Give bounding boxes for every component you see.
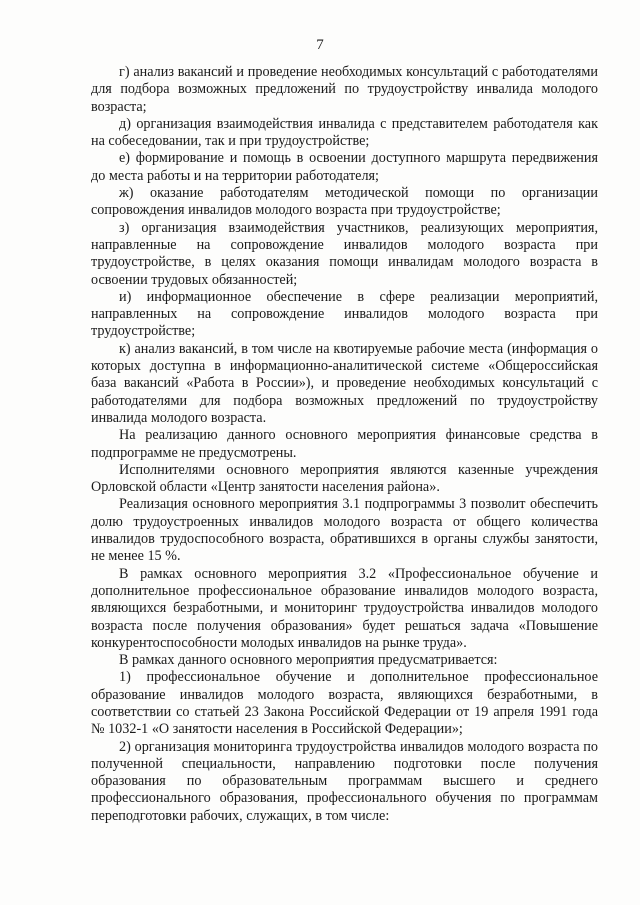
paragraph-item-e: е) формирование и помощь в освоении доступного маршрута передвижения до места работы и на территории работодателя; — [91, 150, 598, 184]
paragraph-item-zh: ж) оказание работодателям методической помощи по организации сопровождения инвалидов молодого возраста при трудоустройстве; — [91, 185, 598, 219]
paragraph-item-2: 2) организация мониторинга трудоустройства инвалидов молодого возраста по полученной специальности, направлению подготовки после получения образования по образовательным программам высшего и среднего профессионального образования, профессионального обучения по программам переподготовки рабочих, служащих, в том числе: — [91, 738, 598, 824]
paragraph-funding: На реализацию данного основного мероприятия финансовые средства в подпрограмме не предусмотрены. — [91, 427, 598, 461]
paragraph-item-i: и) информационное обеспечение в сфере реализации мероприятий, направленных на сопровождение инвалидов молодого возраста при трудоустройстве; — [91, 288, 598, 340]
paragraph-item-1: 1) профессиональное обучение и дополнительное профессиональное образование инвалидов молодого возраста, являющихся безработными, в соответствии со статьей 23 Закона Российской Федерации от 19 апреля 1991 года № 1032-1 «О занятости населения в Российской Федерации»; — [91, 669, 598, 738]
document-body — [91, 64, 598, 825]
paragraph-provisions-intro: В рамках данного основного мероприятия предусматривается: — [119, 652, 498, 669]
paragraph-measure-3-2: В рамках основного мероприятия 3.2 «Профессиональное обучение и дополнительное профессиональное образование инвалидов молодого возраста, являющихся безработными, и мониторинг трудоустройства инвалидов молодого возраста после получения образования» будет решаться задача «Повышение конкурентоспособности молодых инвалидов на рынке труда». — [91, 565, 598, 651]
paragraph-item-k: к) анализ вакансий, в том числе на квотируемые рабочие места (информация о которых доступна в информационно-аналитической системе «Общероссийская база вакансий «Работа в России»), и проведение необходимых консультаций с работодателями для подбора возможных предложений по трудоустройству инвалида молодого возраста. — [91, 340, 598, 426]
paragraph-measure-3-1: Реализация основного мероприятия 3.1 подпрограммы 3 позволит обеспечить долю трудоустроенных инвалидов молодого возраста от общего количества инвалидов трудоспособного возраста, обратившихся в органы службы занятости, не менее 15 %. — [91, 496, 598, 565]
paragraph-item-g: г) анализ вакансий и проведение необходимых консультаций с работодателями для подбора возможных предложений по трудоустройству инвалида молодого возраста; — [91, 64, 598, 115]
page-number: 7 — [316, 37, 324, 53]
paragraph-item-d: д) организация взаимодействия инвалида с представителем работодателя как на собеседовании, так и при трудоустройстве; — [91, 115, 598, 150]
paragraph-executors: Исполнителями основного мероприятия являются казенные учреждения Орловской области «Центр занятости населения района». — [91, 461, 598, 496]
paragraph-item-z: з) организация взаимодействия участников, реализующих мероприятия, направленные на сопровождение инвалидов молодого возраста при трудоустройстве, в целях оказания помощи инвалидам молодого возраста в освоении трудовых обязанностей; — [91, 219, 598, 288]
